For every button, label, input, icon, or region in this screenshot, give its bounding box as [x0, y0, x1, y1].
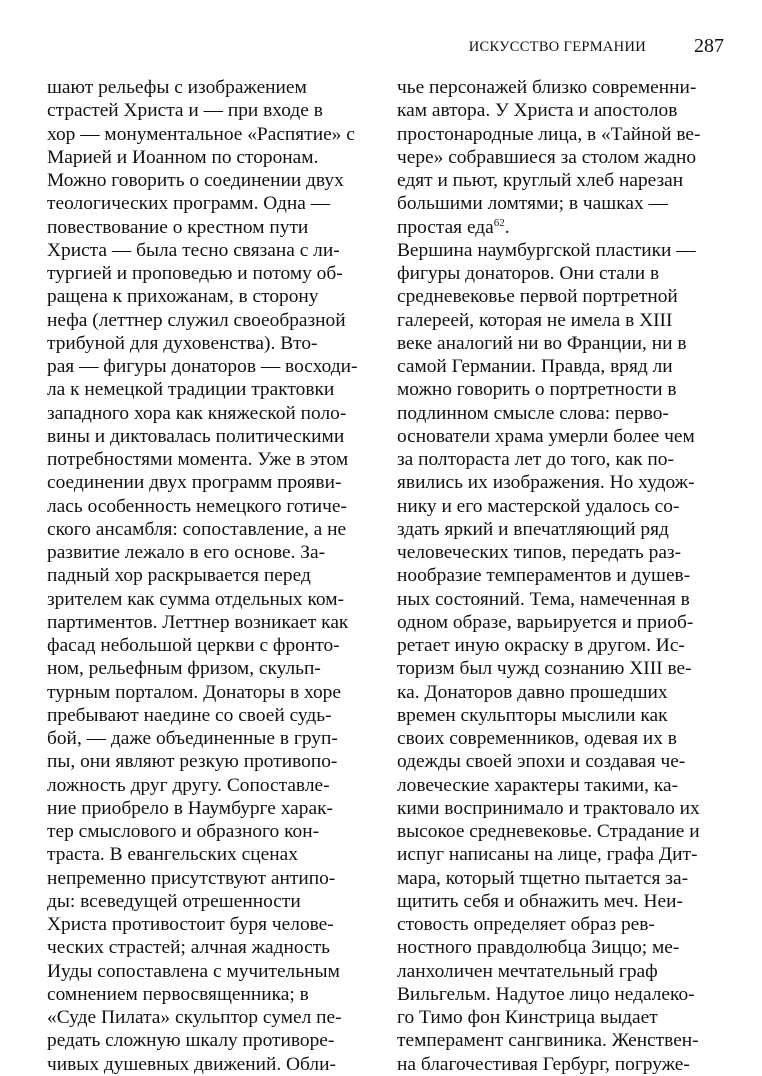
text-line	[47, 332, 367, 355]
line-text: ланхоличен мечтательный граф	[397, 960, 658, 982]
line-text: Вильгельм. Надутое лицо недалеко-	[397, 983, 695, 1005]
text-line	[397, 750, 716, 773]
text-line	[47, 216, 367, 239]
text-line	[397, 355, 716, 378]
text-line	[397, 146, 716, 169]
text-line	[397, 820, 716, 843]
right-text-column	[397, 76, 716, 1076]
text-line	[397, 1006, 716, 1029]
line-text: Иуды сопоставлена с мучительным	[47, 960, 340, 982]
text-line	[397, 960, 716, 983]
line-text: ных состояний. Тема, намеченная в	[397, 588, 690, 610]
text-line	[397, 843, 716, 866]
text-line	[397, 564, 716, 587]
text-line	[47, 797, 367, 820]
line-text: потребностями момента. Уже в этом	[47, 449, 349, 470]
text-line	[47, 936, 367, 959]
line-text: пребывают наедине со своей судь-	[47, 704, 332, 726]
text-line	[397, 402, 716, 425]
line-text: подлинном смысле слова: перво-	[397, 402, 669, 424]
line-text: фасад небольшой церкви с фронто-	[47, 635, 340, 656]
text-line	[397, 611, 716, 634]
footnote-suffix: .	[504, 216, 510, 238]
text-line	[397, 797, 716, 820]
text-line	[47, 657, 367, 680]
text-line	[47, 448, 367, 471]
line-text: теологических программ. Одна —	[47, 193, 331, 215]
text-line	[397, 983, 716, 1006]
page-number: 287	[694, 35, 724, 57]
text-line	[397, 262, 716, 285]
text-line	[47, 820, 367, 843]
text-line	[47, 495, 367, 518]
line-text: веке аналогий ни во Франции, ни в	[397, 332, 687, 354]
line-text: ращена к прихожанам, в сторону	[47, 286, 319, 308]
line-text: ностного правдолюбца Зиццо; ме-	[397, 937, 680, 959]
line-text: здать яркий и впечатляющий ряд	[397, 518, 669, 540]
text-line	[397, 192, 716, 215]
line-text: бой, — даже объединенные в груп-	[47, 728, 338, 749]
line-text: ка. Донаторов давно прошедших	[397, 681, 668, 703]
text-line	[397, 448, 716, 471]
text-line	[397, 99, 716, 122]
line-text: высокое средневековье. Страдание и	[397, 821, 700, 842]
line-text: ние приобрело в Наумбурге харак-	[47, 797, 333, 819]
text-line	[47, 890, 367, 913]
line-text: Вершина наумбургской пластики —	[397, 239, 696, 261]
line-text: развитие лежало в его основе. За-	[47, 542, 326, 563]
text-line	[397, 936, 716, 959]
text-line	[397, 309, 716, 332]
line-text: времен скульпторы мыслили как	[397, 704, 668, 726]
text-line	[397, 867, 716, 890]
text-line	[397, 913, 716, 936]
text-line	[397, 471, 716, 494]
text-line	[397, 495, 716, 518]
text-line	[47, 611, 367, 634]
line-text: своих современников, одевая их в	[397, 728, 677, 749]
line-text: пы, они являют резкую противопо-	[47, 751, 338, 773]
line-text: Можно говорить о соединении двух	[47, 170, 344, 191]
line-text: ном, рельефным фризом, скульп-	[47, 658, 321, 680]
text-line	[397, 332, 716, 355]
text-line	[47, 1006, 367, 1029]
page-header	[380, 34, 724, 58]
line-text: нику и его мастерской удалось со-	[397, 495, 680, 517]
text-line	[47, 727, 367, 750]
line-text: основатели храма умерли более чем	[397, 425, 695, 447]
line-text: тер смыслового и образного кон-	[47, 821, 320, 842]
line-text: большими ломтями; в чашках —	[397, 193, 668, 215]
line-text: одежды своей эпохи и создавая че-	[397, 751, 686, 773]
line-text: Христа — была тесно связана с ли-	[47, 239, 340, 261]
line-text: Марией и Иоанном по сторонам.	[47, 146, 319, 168]
line-text: нефа (леттнер служил своеобразной	[47, 309, 346, 331]
line-text: хор — монументальное «Распятие» с	[47, 123, 355, 145]
line-text: кам автора. У Христа и апостолов	[397, 100, 678, 122]
text-line	[47, 913, 367, 936]
text-line	[47, 262, 367, 285]
line-text: ческих страстей; алчная жадность	[47, 937, 331, 959]
running-title: ИСКУССТВО ГЕРМАНИИ	[468, 39, 646, 55]
text-line	[397, 634, 716, 657]
line-text: ского ансамбля: сопоставление, а не	[47, 518, 347, 540]
text-line	[47, 425, 367, 448]
line-text: повествование о крестном пути	[47, 216, 309, 238]
text-line	[47, 983, 367, 1006]
line-text: траста. В евангельских сценах	[47, 844, 298, 866]
text-line	[47, 123, 367, 146]
line-text: едят и пьют, круглый хлеб нарезан	[397, 170, 684, 191]
line-text: можно говорить о портретности в	[397, 379, 677, 401]
line-text: зрителем как сумма отдельных ком-	[47, 588, 344, 610]
text-line	[47, 681, 367, 704]
line-text: турным порталом. Донаторы в хоре	[47, 681, 341, 703]
line-text: вины и диктовалась политическими	[47, 425, 345, 447]
text-line	[47, 1029, 367, 1052]
text-line	[47, 99, 367, 122]
line-text: ретает иную окраску в другом. Ис-	[397, 635, 685, 656]
text-line	[397, 76, 716, 99]
line-text: редать сложную шкалу противоре-	[47, 1030, 335, 1052]
line-text: щитить себя и обнажить меч. Неи-	[397, 890, 683, 912]
line-text: кими воспринимало и трактовало их	[397, 797, 700, 819]
line-text: самой Германии. Правда, вряд ли	[397, 356, 673, 377]
line-text: падный хор раскрывается перед	[47, 565, 311, 587]
text-line	[47, 518, 367, 541]
line-text: ложность друг другу. Сопоставле-	[47, 774, 330, 796]
text-line	[397, 774, 716, 797]
text-line	[47, 402, 367, 425]
line-text: рая — фигуры донаторов — восходи-	[47, 356, 358, 377]
text-line	[397, 425, 716, 448]
text-line	[397, 588, 716, 611]
line-text: тургией и проповедью и потому об-	[47, 263, 343, 284]
text-line	[397, 1029, 716, 1052]
line-text: трибуной для духовенства). Вто-	[47, 332, 318, 354]
text-line	[397, 704, 716, 727]
line-text: явились их изображения. Но худож-	[397, 472, 695, 494]
line-text: ды: всеведущей отрешенности	[47, 890, 301, 912]
line-text: темперамент сангвиника. Женствен-	[397, 1030, 699, 1052]
line-text: западного хора как княжеской поло-	[47, 402, 347, 424]
line-text: средневековье первой портретной	[397, 286, 678, 308]
line-text: торизм был чужд сознанию XIII ве-	[397, 658, 692, 680]
text-line	[47, 704, 367, 727]
line-text: фигуры донаторов. Они стали в	[397, 263, 660, 284]
text-line	[47, 564, 367, 587]
text-line	[47, 309, 367, 332]
text-line	[397, 239, 716, 262]
line-text: ловеческие характеры такими, ка-	[397, 774, 679, 796]
text-line	[397, 541, 716, 564]
text-line	[397, 123, 716, 146]
text-line	[47, 541, 367, 564]
line-text: простонародные лица, в «Тайной ве-	[397, 123, 701, 145]
text-line	[397, 378, 716, 401]
line-text: испуг написаны на лице, графа Дит-	[397, 844, 698, 866]
text-line	[397, 727, 716, 750]
line-text: Христа противостоит буря челове-	[47, 914, 334, 935]
text-line	[47, 750, 367, 773]
text-line	[397, 169, 716, 192]
text-line	[47, 588, 367, 611]
text-line	[47, 76, 367, 99]
text-line	[397, 1053, 716, 1076]
line-text: соединении двух программ прояви-	[47, 472, 342, 494]
text-line	[47, 634, 367, 657]
text-line	[47, 843, 367, 866]
text-line	[47, 355, 367, 378]
line-text: чивых душевных движений. Обли-	[47, 1053, 336, 1075]
line-text: нообразие темпераментов и душев-	[397, 565, 691, 587]
text-line	[47, 239, 367, 262]
text-line	[47, 1053, 367, 1076]
line-text: лась особенность немецкого готиче-	[47, 495, 347, 517]
line-text: стовость определяет образ рев-	[397, 914, 655, 935]
text-line	[47, 192, 367, 215]
text-line	[47, 960, 367, 983]
left-text-column	[47, 76, 367, 1076]
line-text: чье персонажей близко современни-	[397, 77, 697, 98]
text-line	[397, 657, 716, 680]
text-line	[397, 216, 716, 239]
line-text: «Суде Пилата» скульптор сумел пе-	[47, 1007, 342, 1028]
text-line	[397, 285, 716, 308]
line-text: непременно присутствуют антипо-	[47, 867, 336, 889]
line-text: страстей Христа и — при входе в	[47, 100, 323, 122]
line-text: сомнением первосвященника; в	[47, 983, 309, 1005]
line-text: за полтораста лет до того, как по-	[397, 449, 674, 470]
line-text: мара, который тщетно пытается за-	[397, 867, 689, 889]
text-line	[47, 169, 367, 192]
text-line	[397, 890, 716, 913]
text-line	[47, 285, 367, 308]
line-text: на благочестивая Гербург, погруже-	[397, 1053, 690, 1075]
line-text: шают рельефы с изображением	[47, 77, 307, 98]
line-text: одном образе, варьируется и приоб-	[397, 611, 694, 633]
line-text: галереей, которая не имела в XIII	[397, 309, 673, 331]
line-text: человеческих типов, передать раз-	[397, 542, 682, 563]
line-text: ла к немецкой традиции трактовки	[47, 379, 335, 401]
text-line	[47, 774, 367, 797]
footnote-reference: 62	[493, 216, 505, 229]
text-line	[397, 518, 716, 541]
text-line	[47, 146, 367, 169]
line-text: простая еда	[397, 216, 494, 238]
line-text: чере» собравшиеся за столом жадно	[397, 146, 697, 168]
line-text: го Тимо фон Кинстрица выдает	[397, 1007, 658, 1028]
text-line	[47, 378, 367, 401]
text-line	[47, 867, 367, 890]
text-line	[47, 471, 367, 494]
text-line	[397, 681, 716, 704]
line-text: партиментов. Леттнер возникает как	[47, 611, 349, 633]
